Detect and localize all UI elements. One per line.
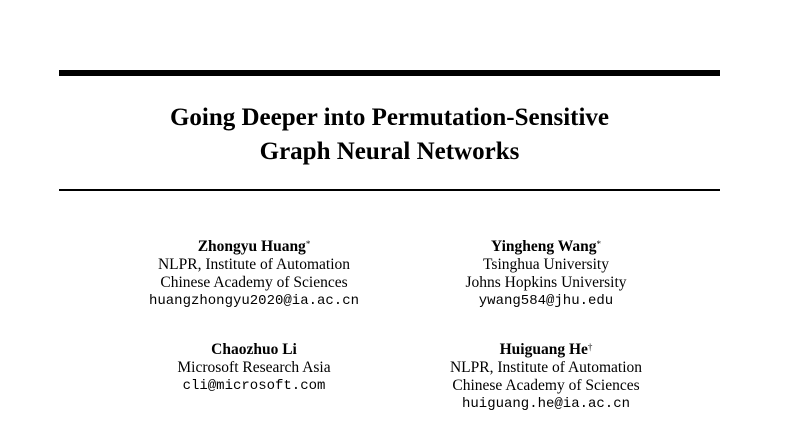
author-email: huiguang.he@ia.ac.cn (461, 396, 631, 412)
top-rule (59, 70, 720, 76)
author-affiliation: NLPR, Institute of Automation (449, 359, 643, 376)
author-affiliation: NLPR, Institute of Automation (157, 256, 351, 273)
author-block-wang (396, 238, 696, 310)
equal-contribution-mark: * (305, 239, 311, 249)
author-affiliation: Chinese Academy of Sciences (452, 377, 640, 394)
author-affiliation: Microsoft Research Asia (177, 359, 331, 376)
paper-title (59, 101, 720, 169)
title-line-2: Graph Neural Networks (259, 138, 520, 165)
author-affiliation: Chinese Academy of Sciences (160, 274, 348, 291)
title-line-1: Going Deeper into Permutation-Sensitive (169, 104, 610, 131)
bottom-rule (59, 189, 720, 191)
author-email: ywang584@jhu.edu (478, 293, 614, 309)
author-email: cli@microsoft.com (182, 378, 326, 394)
author-block-he (396, 341, 696, 413)
author-email: huangzhongyu2020@ia.ac.cn (148, 293, 360, 309)
author-name: Huiguang He† (499, 341, 593, 358)
equal-contribution-mark: * (596, 239, 602, 249)
author-name: Zhongyu Huang* (197, 238, 311, 255)
author-block-li (104, 341, 404, 395)
author-name: Chaozhuo Li (211, 341, 297, 358)
author-affiliation: Tsinghua University (483, 256, 609, 273)
author-name: Yingheng Wang* (490, 238, 602, 255)
corresponding-author-mark: † (587, 342, 593, 352)
author-affiliation: Johns Hopkins University (465, 274, 627, 291)
author-block-huang (104, 238, 404, 310)
